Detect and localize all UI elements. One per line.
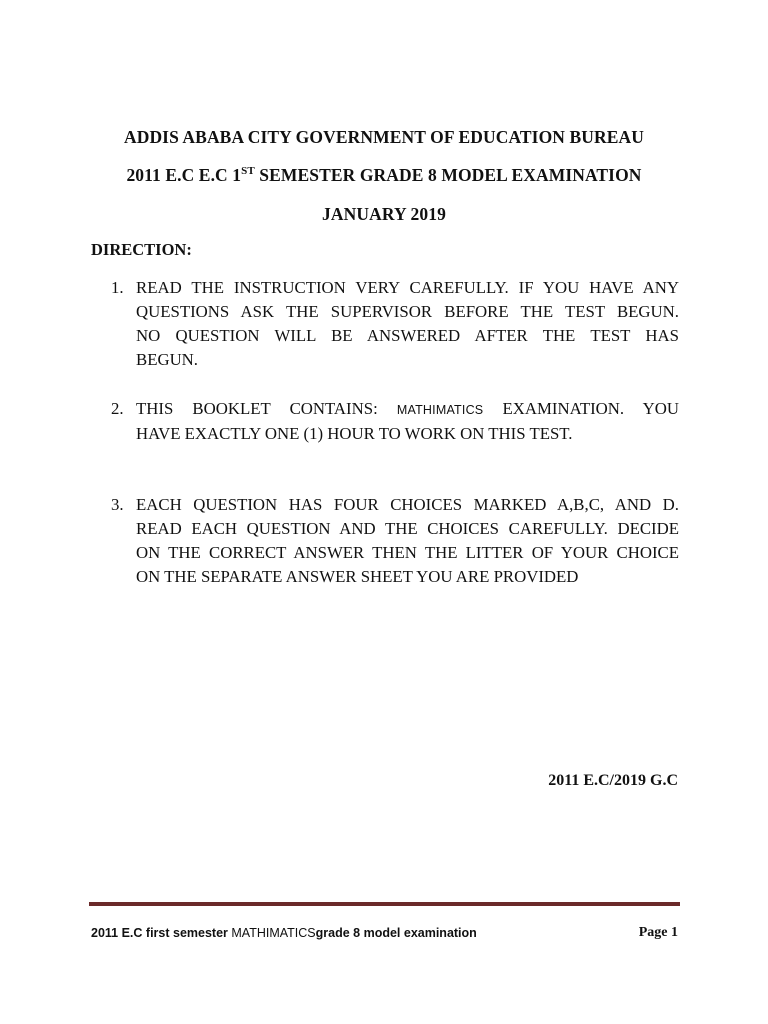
exam-title (0, 165, 768, 186)
footer-pre: 2011 E.C first semester (91, 926, 232, 940)
bureau-title: ADDIS ABABA CITY GOVERNMENT OF EDUCATION BUREAU (123, 127, 645, 147)
exam-date: JANUARY 2019 (322, 204, 446, 224)
item-number: 1. (111, 278, 124, 297)
item-number: 3. (111, 495, 124, 514)
item-line: READ EACH QUESTION AND THE CHOICES CAREFULLY. DECIDE (136, 519, 679, 538)
calendar-year-label: 2011 E.C/2019 G.C (548, 772, 678, 789)
direction-item-2 (111, 397, 679, 446)
footer-text (91, 926, 477, 940)
item-line-post: EXAMINATION. YOU (483, 399, 679, 418)
direction-heading: DIRECTION: (91, 240, 192, 259)
item-line: ON THE SEPARATE ANSWER SHEET YOU ARE PROVIDED (136, 567, 579, 586)
direction-item-3 (111, 493, 679, 589)
item-line: READ THE INSTRUCTION VERY CAREFULLY. IF YOU HAVE ANY (136, 278, 679, 297)
item-line (136, 397, 679, 422)
page-number: Page 1 (638, 925, 678, 940)
exam-title-post: SEMESTER GRADE 8 MODEL EXAMINATION (254, 165, 642, 185)
footer-subject: MATHIMATICS (231, 926, 316, 940)
item-line-pre: THIS BOOKLET CONTAINS: (136, 399, 397, 418)
item-line: NO QUESTION WILL BE ANSWERED AFTER THE TEST HAS (136, 326, 679, 345)
item-line: BEGUN. (136, 350, 198, 369)
exam-title-superscript: ST (241, 165, 255, 177)
item-line: EACH QUESTION HAS FOUR CHOICES MARKED A,B,C, AND D. (136, 495, 679, 514)
footer-post: grade 8 model examination (315, 926, 477, 940)
footer-divider (89, 902, 680, 906)
item-line: HAVE EXACTLY ONE (1) HOUR TO WORK ON THIS TEST. (136, 424, 573, 443)
subject-name: MATHIMATICS (396, 403, 484, 417)
item-line: QUESTIONS ASK THE SUPERVISOR BEFORE THE TEST BEGUN. (136, 302, 679, 321)
item-number: 2. (111, 399, 124, 418)
item-line: ON THE CORRECT ANSWER THEN THE LITTER OF YOUR CHOICE (136, 543, 679, 562)
direction-item-1 (111, 276, 679, 372)
exam-title-pre: 2011 E.C E.C 1 (126, 165, 242, 185)
